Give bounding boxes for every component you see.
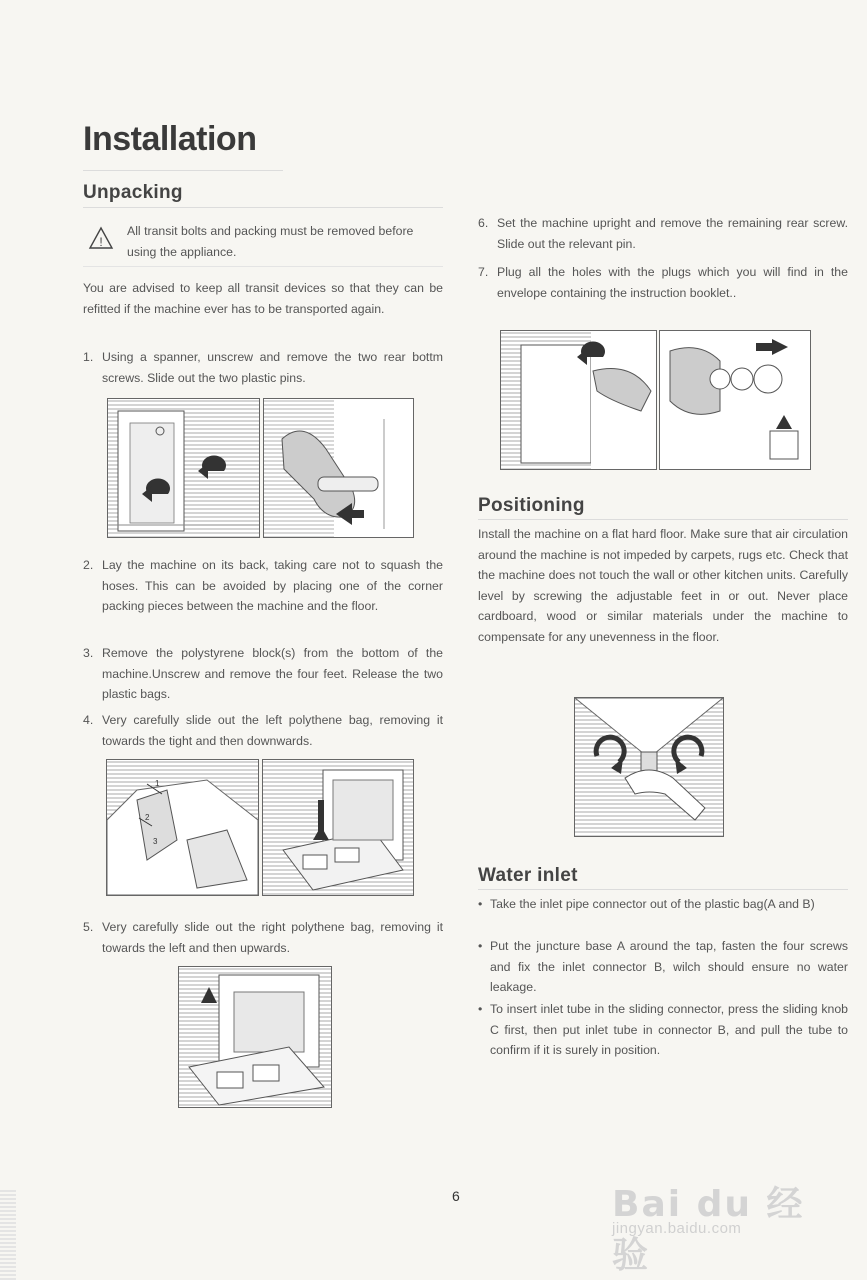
step-text: Very carefully slide out the left polythene bag, removing it towards the tight and then downwards. <box>102 713 443 748</box>
step-number: 4. <box>83 713 94 727</box>
step-text: Using a spanner, unscrew and remove the two rear bottm screws. Slide out the two plastic pins. <box>102 350 443 385</box>
figure-left-bag <box>106 759 259 896</box>
water-inlet-item-1 <box>478 894 848 915</box>
callout-2: 2 <box>145 813 150 822</box>
step-number: 6. <box>478 216 489 230</box>
step-number: 7. <box>478 265 489 279</box>
figure-adjust-feet <box>574 697 724 837</box>
unpacking-intro: You are advised to keep all transit devices so that they can be refitted if the machine ever has to be transported again. <box>83 281 443 316</box>
bullet-icon: • <box>478 939 483 953</box>
warning-icon <box>88 226 114 250</box>
figure-rear-screws <box>107 398 260 538</box>
step-text: Lay the machine on its back, taking care not to squash the hoses. This can be avoided by placing one of the corner packing pieces between the machine and the floor. <box>102 558 443 614</box>
page-number: 6 <box>452 1188 460 1204</box>
step-4 <box>83 710 443 751</box>
step-2 <box>83 555 443 617</box>
figure-plastic-pins <box>263 398 414 538</box>
water-inlet-rule <box>478 889 848 890</box>
warning-text: All transit bolts and packing must be removed before using the appliance. <box>127 224 414 259</box>
step-text: Remove the polystyrene block(s) from the bottom of the machine.Unscrew and remove the four feet. Release the two plastic bags. <box>102 646 443 702</box>
figure-rear-pin <box>500 330 657 470</box>
step-number: 2. <box>83 558 94 572</box>
step-1 <box>83 347 443 388</box>
watermark-url: jingyan.baidu.com <box>612 1220 742 1237</box>
step-text: Very carefully slide out the right polythene bag, removing it towards the left and then upwards. <box>102 920 443 955</box>
warning-rule <box>83 266 443 267</box>
scan-edge <box>0 1190 16 1280</box>
bullet-icon: • <box>478 1002 483 1016</box>
watermark-brand: Bai du 经验 <box>612 1184 805 1276</box>
bullet-text: Put the juncture base A around the tap, fasten the four screws and fix the inlet connector B, wilch should ensure no water leakage. <box>490 939 848 995</box>
water-inlet-heading: Water inlet <box>478 865 578 886</box>
callout-1: 1 <box>155 779 160 788</box>
positioning-heading: Positioning <box>478 495 585 516</box>
figure-hole-plugs <box>659 330 811 470</box>
callout-3: 3 <box>153 837 158 846</box>
bullet-icon: • <box>478 897 483 911</box>
step-number: 3. <box>83 646 94 660</box>
step-number: 1. <box>83 350 94 364</box>
step-number: 5. <box>83 920 94 934</box>
step-text: Set the machine upright and remove the remaining rear screw. Slide out the relevant pin. <box>497 216 848 251</box>
unpacking-rule <box>83 207 443 208</box>
baidu-watermark <box>612 1150 827 1276</box>
positioning-text: Install the machine on a flat hard floor. Make sure that air circulation around the machine is not impeded by carpets, rugs etc. Check that the machine does not touch the wall or other kitchen units. Carefully level by screwing the adjustable feet in or out. Never place cardboard, wood or similar materials under the machine to compensate for any unevenness in the floor. <box>478 527 848 644</box>
step-6 <box>478 213 848 254</box>
step-3 <box>83 643 443 705</box>
unpacking-heading: Unpacking <box>83 182 183 203</box>
figure-machine-base <box>262 759 414 896</box>
positioning-rule <box>478 519 848 520</box>
page-title: Installation <box>83 120 257 158</box>
title-rule <box>83 170 283 171</box>
svg-text:!: ! <box>99 235 103 249</box>
step-text: Plug all the holes with the plugs which you will find in the envelope containing the instruction booklet.. <box>497 265 848 300</box>
figure-right-bag <box>178 966 332 1108</box>
bullet-text: Take the inlet pipe connector out of the plastic bag(A and B) <box>490 897 815 911</box>
step-7 <box>478 262 848 303</box>
step-5 <box>83 917 443 958</box>
water-inlet-item-2 <box>478 936 848 998</box>
bullet-text: To insert inlet tube in the sliding connector, press the sliding knob C first, then put inlet tube in connector B, and pull the tube to confirm if it is surely in position. <box>490 1002 848 1058</box>
water-inlet-item-3 <box>478 999 848 1061</box>
